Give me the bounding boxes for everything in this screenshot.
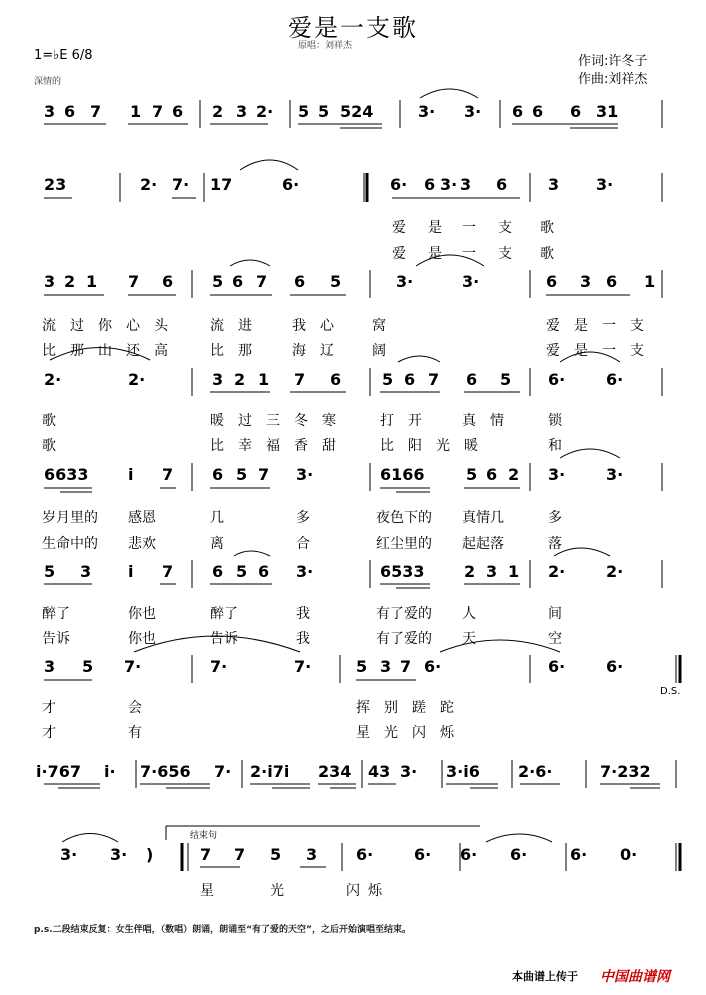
note: 7 <box>428 370 440 389</box>
note: 7 <box>128 272 140 291</box>
lyric-word: 悲欢 <box>128 536 156 552</box>
note: 43 <box>368 762 391 781</box>
original-singer: 原唱：刘祥杰 <box>298 41 353 51</box>
lyric-word: 你也 <box>128 606 156 622</box>
lyric-word: 流进 <box>210 318 266 334</box>
note: 3· <box>462 272 480 291</box>
note: 2 <box>234 370 246 389</box>
lyric-word: 天 <box>462 631 476 647</box>
note: 7 <box>200 845 212 864</box>
note: 2 <box>212 102 224 121</box>
note: 6· <box>414 845 432 864</box>
note: 6· <box>570 845 588 864</box>
note: 5 <box>236 562 248 581</box>
note: 6 <box>258 562 270 581</box>
lyric-word: 有 <box>128 725 156 741</box>
note: 6· <box>460 845 478 864</box>
note: 5 <box>382 370 394 389</box>
note: 3· <box>110 845 128 864</box>
lyric-word: 闪 <box>346 883 360 899</box>
lyric-word: 岁月里的 <box>42 510 98 526</box>
note: 5 <box>82 657 94 676</box>
note: 7 <box>400 657 412 676</box>
note: 5 <box>298 102 310 121</box>
note: 3 <box>44 272 56 291</box>
note: i·767 <box>36 762 81 781</box>
note: 2· <box>44 370 62 389</box>
lyric-word: 醉了 <box>42 606 70 622</box>
note: 3 <box>548 175 560 194</box>
note: 1 <box>644 272 656 291</box>
note: 0· <box>620 845 638 864</box>
note: 5 <box>44 562 56 581</box>
note: 23 <box>44 175 67 194</box>
note: 6 <box>570 102 582 121</box>
lyric-word: 歌 <box>540 246 554 262</box>
note: 3· <box>596 175 614 194</box>
note: 3· <box>464 102 482 121</box>
note: 31 <box>596 102 619 121</box>
lyric-word: 起起落 <box>462 536 504 552</box>
lyric-word: 比阳光暖 <box>380 438 492 454</box>
note: 3 <box>80 562 92 581</box>
note: 3· <box>400 762 418 781</box>
lyric-word: 空 <box>548 631 562 647</box>
note: 6· <box>548 370 566 389</box>
lyric-word: 间 <box>548 606 562 622</box>
note: 3 <box>306 845 318 864</box>
note: 3 <box>236 102 248 121</box>
note: 2 <box>64 272 76 291</box>
lyric-word: 锁 <box>548 413 576 429</box>
note: 7· <box>124 657 142 676</box>
note: 6 <box>466 370 478 389</box>
note: 6 <box>212 465 224 484</box>
note: 2· <box>548 562 566 581</box>
note: 3 <box>44 657 56 676</box>
note: 3· <box>60 845 78 864</box>
note: 3·i6 <box>446 762 480 781</box>
note: i· <box>104 762 116 781</box>
lyric-word: 离 <box>210 536 224 552</box>
note: 3 <box>460 175 472 194</box>
lyric-word: 才 <box>42 725 70 741</box>
note: 5 <box>330 272 342 291</box>
note: 7 <box>294 370 306 389</box>
note: 6166 <box>380 465 425 484</box>
note: 6 <box>162 272 174 291</box>
lyric-word: 才 <box>42 700 70 716</box>
note: 3· <box>440 175 458 194</box>
lyric-word: 暖过三冬寒 <box>210 413 350 429</box>
lyric-word: 是 <box>428 220 442 236</box>
note: 7· <box>294 657 312 676</box>
note: 5 <box>500 370 512 389</box>
lyric-word: 星光闪烁 <box>356 725 468 741</box>
lyric-word: 比那山还高 <box>42 343 182 359</box>
note: 6 <box>404 370 416 389</box>
lyric-word: 窝 <box>372 318 400 334</box>
note: 6533 <box>380 562 425 581</box>
lyric-word: 人 <box>462 606 476 622</box>
note: 7 <box>258 465 270 484</box>
note: 1 <box>86 272 98 291</box>
note: 6· <box>510 845 528 864</box>
note: 6· <box>282 175 300 194</box>
note: 6 <box>486 465 498 484</box>
note: 6· <box>548 657 566 676</box>
note: 5 <box>466 465 478 484</box>
note: 5 <box>212 272 224 291</box>
lyric-word: 光 <box>270 883 284 899</box>
lyric-word: 比那 <box>210 343 266 359</box>
note: 7 <box>162 465 174 484</box>
lyricist-credit: 作词:许冬子 <box>578 54 648 69</box>
lyric-word: 歌 <box>42 438 70 454</box>
note: 6 <box>232 272 244 291</box>
lyric-word: 落 <box>548 536 562 552</box>
lyric-word: 星 <box>200 883 214 899</box>
note: 6· <box>390 175 408 194</box>
note: 6· <box>606 657 624 676</box>
note: 3 <box>44 102 56 121</box>
lyric-word: 会 <box>128 700 156 716</box>
lyric-word: 告诉 <box>42 631 70 647</box>
note: 7 <box>256 272 268 291</box>
note: 7· <box>172 175 190 194</box>
lyric-word: 爱是一支 <box>546 343 658 359</box>
composer-credit: 作曲:刘祥杰 <box>578 72 648 87</box>
note: 524 <box>340 102 374 121</box>
note: 6 <box>294 272 306 291</box>
note: 3· <box>418 102 436 121</box>
note: 7· <box>214 762 232 781</box>
note: 7 <box>162 562 174 581</box>
note: 234 <box>318 762 352 781</box>
note: 7 <box>234 845 246 864</box>
lyric-word: 真情几 <box>462 510 504 526</box>
lyric-word: 爱 <box>392 220 406 236</box>
lyric-word: 支 <box>498 246 512 262</box>
note: i <box>128 562 134 581</box>
lyric-word: 有了爱的 <box>376 631 432 647</box>
lyric-word: 几 <box>210 510 224 526</box>
note: 2· <box>140 175 158 194</box>
lyric-word: 比幸福香甜 <box>210 438 350 454</box>
note: 5 <box>270 845 282 864</box>
lyric-word: 烁 <box>368 883 382 899</box>
note: 1 <box>130 102 142 121</box>
note: 3· <box>296 562 314 581</box>
song-title: 爱是一支歌 <box>288 14 418 42</box>
lyric-word: 你也 <box>128 631 156 647</box>
upload-note: 本曲谱上传于 <box>512 970 578 983</box>
lyric-word: 阔 <box>372 343 400 359</box>
lyric-word: 支 <box>498 220 512 236</box>
lyric-word: 多 <box>296 510 310 526</box>
note: 3 <box>380 657 392 676</box>
lyric-word: 是 <box>428 246 442 262</box>
note: 3· <box>296 465 314 484</box>
footnote: p.s.二段结束反复：女生伴唱，（数唱）朗诵，朗诵至“有了爱的天空”，之后开始演唱至结束。 <box>34 925 411 935</box>
note: 3· <box>396 272 414 291</box>
note: 3 <box>486 562 498 581</box>
note: 6 <box>512 102 524 121</box>
tempo-marking: 深情的 <box>34 77 62 87</box>
note: 6 <box>330 370 342 389</box>
note: 3 <box>212 370 224 389</box>
note: 6 <box>496 175 508 194</box>
lyric-word: 我 <box>296 631 310 647</box>
lyric-word: 和 <box>548 438 576 454</box>
note: 17 <box>210 175 233 194</box>
lyric-word: 打开 <box>380 413 436 429</box>
note: 6 <box>532 102 544 121</box>
note: 5 <box>318 102 330 121</box>
note: 6· <box>606 370 624 389</box>
note: 6 <box>424 175 436 194</box>
lyric-word: 红尘里的 <box>376 536 432 552</box>
key-signature: 1=♭E 6/8 <box>34 48 93 63</box>
note: 5 <box>356 657 368 676</box>
lyric-word: 生命中的 <box>42 536 98 552</box>
lyric-word: 感恩 <box>128 510 156 526</box>
lyric-word: 流过你心头 <box>42 318 182 334</box>
lyric-word: 一 <box>462 246 476 262</box>
lyric-word: 我心 <box>292 318 348 334</box>
lyric-word: 醉了 <box>210 606 238 622</box>
note: 1 <box>508 562 520 581</box>
note: 5 <box>236 465 248 484</box>
note: i <box>128 465 134 484</box>
lyric-word: 海辽 <box>292 343 348 359</box>
note: 6· <box>424 657 442 676</box>
lyric-word: 我 <box>296 606 310 622</box>
note: 2 <box>464 562 476 581</box>
site-logo: 中国曲谱网 <box>600 969 670 985</box>
note: 6 <box>212 562 224 581</box>
note: 7·656 <box>140 762 191 781</box>
note: 3· <box>606 465 624 484</box>
lyric-word: 爱是一支 <box>546 318 658 334</box>
note: 3· <box>548 465 566 484</box>
lyric-word: 有了爱的 <box>376 606 432 622</box>
lyric-word: 夜色下的 <box>376 510 432 526</box>
note: 7·232 <box>600 762 651 781</box>
lyric-word: 歌 <box>540 220 554 236</box>
note: 2·i7i <box>250 762 290 781</box>
dal-segno-mark: D.S. <box>660 686 681 697</box>
note: 7· <box>210 657 228 676</box>
note: 6· <box>356 845 374 864</box>
lyric-word: 一 <box>462 220 476 236</box>
note: 2· <box>256 102 274 121</box>
lyric-word: 多 <box>548 510 562 526</box>
lyric-word: 挥别蹉跎 <box>356 700 468 716</box>
note: 7 <box>152 102 164 121</box>
note: 2· <box>606 562 624 581</box>
lyric-word: 告诉 <box>210 631 238 647</box>
note: 6 <box>172 102 184 121</box>
ending-label: 结束句 <box>190 831 218 841</box>
note: ) <box>146 845 154 864</box>
note: 6 <box>606 272 618 291</box>
lyric-word: 歌 <box>42 413 70 429</box>
lyric-word: 合 <box>296 536 310 552</box>
note: 2 <box>508 465 520 484</box>
note: 3 <box>580 272 592 291</box>
note: 6 <box>64 102 76 121</box>
note: 1 <box>258 370 270 389</box>
note: 2·6· <box>518 762 553 781</box>
note: 2· <box>128 370 146 389</box>
note: 6 <box>546 272 558 291</box>
note: 7 <box>90 102 102 121</box>
note: 6633 <box>44 465 89 484</box>
lyric-word: 爱 <box>392 246 406 262</box>
lyric-word: 真情 <box>462 413 518 429</box>
